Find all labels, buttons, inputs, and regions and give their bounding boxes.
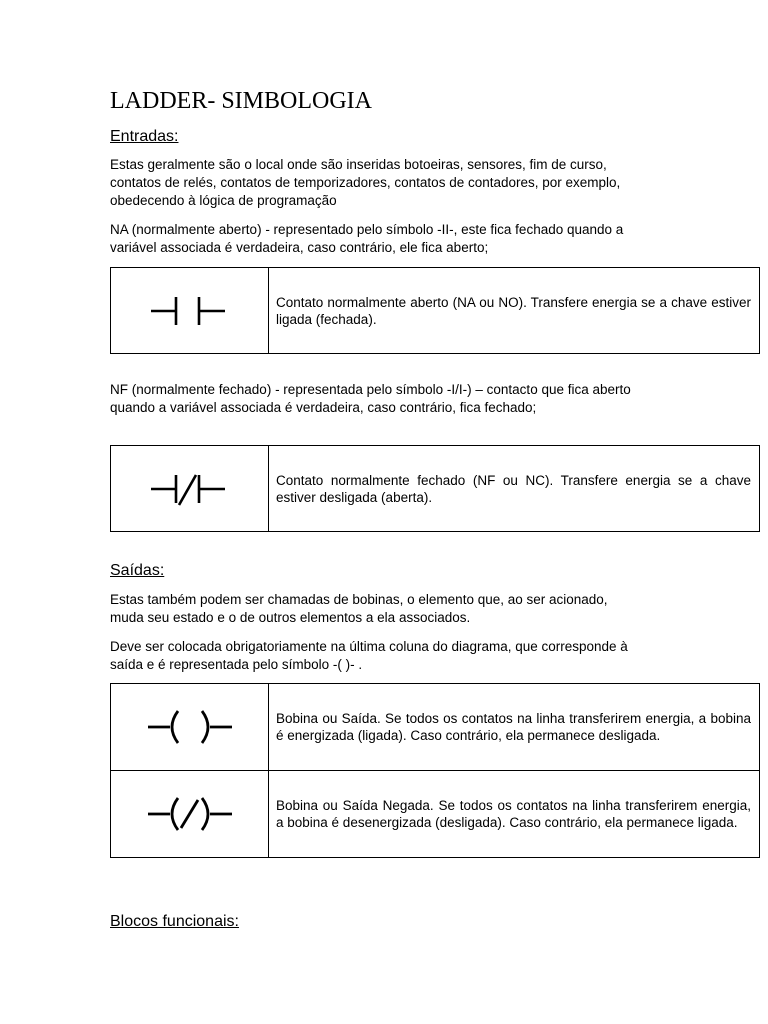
contact-normally-closed-icon — [145, 469, 235, 509]
blocos-heading: Blocos funcionais: — [110, 913, 239, 930]
coil-row — [111, 684, 760, 771]
negated-coil-description: Bobina ou Saída Negada. Se todos os contatos na linha transferirem energia, a bobina é desenergizada (desligada). Caso contrário, ela permanece ligada. — [269, 771, 760, 858]
page-title: LADDER- SIMBOLOGIA — [110, 88, 372, 114]
negated-coil-icon — [140, 792, 240, 836]
na-row — [111, 268, 760, 354]
saidas-intro: Estas também podem ser chamadas de bobinas, o elemento que, ao ser acionado, muda seu estado e o de outros elementos a ela associados. — [110, 592, 608, 625]
nf-row — [111, 446, 760, 532]
negated-coil-symbol-cell — [111, 771, 269, 858]
na-description-text: NA (normalmente aberto) - representado pelo símbolo -II-, este fica fechado quando a variável associada é verdadeira, caso contrário, ele fica aberto; — [110, 222, 624, 255]
nf-description: Contato normalmente fechado (NF ou NC). Transfere energia se a chave estiver desligada (aberta). — [269, 446, 760, 532]
saidas-text: Deve ser colocada obrigatoriamente na última coluna do diagrama, que corresponde à saída e é representada pelo símbolo -( )- . — [110, 639, 628, 672]
coil-icon — [140, 705, 240, 749]
na-symbol-table — [110, 267, 760, 354]
entradas-heading: Entradas: — [110, 128, 179, 145]
entradas-intro: Estas geralmente são o local onde são inseridas botoeiras, sensores, fim de curso, contatos de relés, contatos de temporizadores, contatos de contadores, por exemplo, obedecendo à lógica de programação — [110, 157, 621, 208]
coil-symbol-table — [110, 683, 760, 858]
nf-symbol-table — [110, 445, 760, 532]
na-symbol-cell — [111, 268, 269, 354]
contact-normally-open-icon — [145, 291, 235, 331]
nf-symbol-cell — [111, 446, 269, 532]
na-description: Contato normalmente aberto (NA ou NO). Transfere energia se a chave estiver ligada (fechada). — [269, 268, 760, 354]
negated-coil-row — [111, 771, 760, 858]
saidas-heading: Saídas: — [110, 562, 165, 579]
coil-description: Bobina ou Saída. Se todos os contatos na linha transferirem energia, a bobina é energizada (ligada). Caso contrário, ela permanece desligada. — [269, 684, 760, 771]
nf-description-text: NF (normalmente fechado) - representada pelo símbolo -I/I-) – contacto que fica aberto quando a variável associada é verdadeira, caso contrário, fica fechado; — [110, 382, 631, 415]
coil-symbol-cell — [111, 684, 269, 771]
